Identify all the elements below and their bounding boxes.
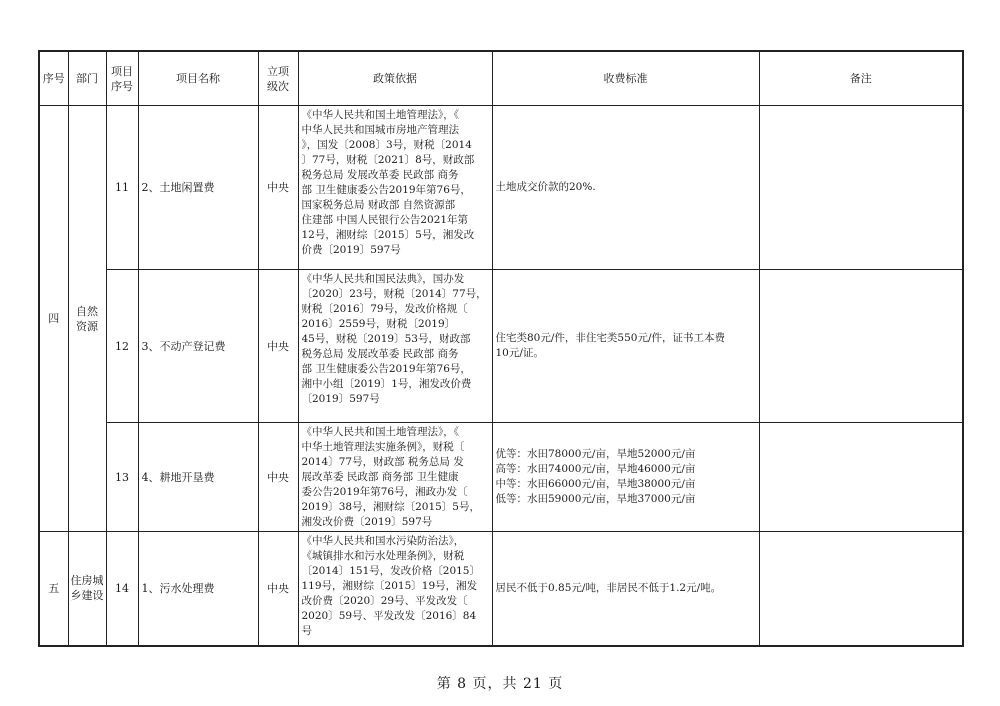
fee-line: 10元/证。 — [495, 347, 544, 359]
item-level: 中央 — [258, 532, 298, 646]
policy-line: 展改革委 民政部 商务部 卫生健康 — [301, 471, 459, 483]
note-cell — [759, 106, 963, 270]
group-dept: 自然 资源 — [68, 106, 106, 532]
item-seq: 12 — [106, 270, 138, 423]
table-row — [39, 532, 963, 646]
group-seq: 五 — [39, 532, 68, 646]
policy-line: 45号，财税〔2019〕53号，财政部 — [301, 333, 471, 345]
item-name: 1、污水处理费 — [138, 532, 258, 646]
fee-line: 居民不低于0.85元/吨，非居民不低于1.2元/吨。 — [495, 581, 722, 594]
policy-line: 《中华人民共和国土地管理法》，《 — [301, 426, 459, 438]
policy-line: 部 卫生健康委公告2019年第76号， — [301, 184, 471, 196]
fee-line: 住宅类80元/件，非住宅类550元/件，证书工本费 — [495, 332, 725, 344]
policy-line: 财税〔2016〕79号，发改价格规〔 — [301, 303, 468, 315]
page-number-footer: 第 8 页，共 21 页 — [436, 676, 564, 692]
policy-line: 《城镇排水和污水处理条例》，财税 — [301, 550, 465, 562]
note-cell — [759, 532, 963, 646]
note-cell — [759, 423, 963, 532]
policy-basis — [298, 106, 492, 270]
policy-basis — [298, 532, 492, 646]
policy-line: 湘中小组〔2019〕1号，湘发改价费 — [301, 378, 472, 390]
fee-line: 土地成交价款的20%. — [495, 181, 596, 193]
policy-line: 〕77号，财税〔2021〕8号，财政部 — [301, 154, 475, 166]
fee-table-sheet — [38, 50, 962, 647]
policy-line: 《中华人民共和国土地管理法》，《 — [301, 109, 459, 121]
policy-line: 2016〕2559号，财税〔2019〕 — [301, 318, 456, 330]
header-seq: 序号 — [39, 51, 68, 106]
header-fee: 收费标准 — [492, 51, 759, 106]
fee-table — [38, 50, 964, 647]
header-dept: 部门 — [68, 51, 106, 106]
group-seq: 四 — [39, 106, 68, 532]
policy-line: 住建部 中国人民银行公告2021年第 — [301, 214, 469, 226]
table-row — [39, 270, 963, 423]
table-header-row — [39, 51, 963, 106]
policy-line: 价费〔2019〕597号 — [301, 244, 401, 256]
fee-line: 中等：水田66000元/亩，旱地38000元/亩 — [495, 478, 696, 490]
table-row — [39, 423, 963, 532]
item-seq: 14 — [106, 532, 138, 646]
header-level: 立项 级次 — [258, 51, 298, 106]
policy-line: 119号，湘财综〔2015〕19号，湘发 — [301, 580, 478, 592]
table-row — [39, 106, 963, 270]
fee-standard — [492, 270, 759, 423]
item-name: 2、土地闲置费 — [138, 106, 258, 270]
policy-line: 湘发改价费〔2019〕597号 — [301, 516, 433, 528]
policy-basis — [298, 423, 492, 532]
header-policy: 政策依据 — [298, 51, 492, 106]
item-level: 中央 — [258, 106, 298, 270]
policy-line: 国家税务总局 财政部 自然资源部 — [301, 199, 456, 211]
fee-line: 低等：水田59000元/亩，旱地37000元/亩 — [495, 493, 696, 505]
note-cell — [759, 270, 963, 423]
fee-line: 高等：水田74000元/亩，旱地46000元/亩 — [495, 463, 696, 475]
fee-standard — [492, 532, 759, 646]
item-name: 3、不动产登记费 — [138, 270, 258, 423]
policy-line: 改价费〔2020〕29号、平发改发〔 — [301, 595, 468, 607]
item-name: 4、耕地开垦费 — [138, 423, 258, 532]
group-dept: 住房城 乡建设 — [68, 532, 106, 646]
policy-line: 2019〕38号，湘财综〔2015〕5号， — [301, 501, 480, 513]
policy-line: 税务总局 发展改革委 民政部 商务 — [301, 348, 459, 360]
policy-line: 税务总局 发展改革委 民政部 商务 — [301, 169, 459, 181]
policy-line: 号 — [301, 625, 312, 637]
policy-line: 部 卫生健康委公告2019年第76号， — [301, 363, 471, 375]
policy-line: 委公告2019年第76号，湘政办发〔 — [301, 486, 468, 498]
policy-line: 〔2019〕597号 — [301, 393, 380, 405]
policy-line: 2014〕77号，财政部 税务总局 发 — [301, 456, 464, 468]
policy-line: 〔2014〕151号，发改价格〔2015〕 — [301, 565, 480, 577]
policy-line: 《中华人民共和国水污染防治法》， — [301, 535, 465, 547]
policy-line: 》，国发〔2008〕3号，财税〔2014 — [301, 139, 472, 151]
item-seq: 11 — [106, 106, 138, 270]
policy-line: 〔2020〕23号，财税〔2014〕77号， — [301, 288, 487, 300]
header-item-name: 项目名称 — [138, 51, 258, 106]
fee-line: 优等：水田78000元/亩，旱地52000元/亩 — [495, 448, 696, 460]
policy-line: 中华人民共和国城市房地产管理法 — [301, 124, 459, 136]
policy-basis — [298, 270, 492, 423]
policy-line: 中华土地管理法实施条例》，财税〔 — [301, 441, 465, 453]
fee-standard — [492, 106, 759, 270]
policy-line: 12号，湘财综〔2015〕5号，湘发改 — [301, 229, 475, 241]
header-note: 备注 — [759, 51, 963, 106]
item-level: 中央 — [258, 423, 298, 532]
policy-line: 《中华人民共和国民法典》，国办发 — [301, 273, 465, 285]
policy-line: 2020〕59号、平发改发〔2016〕84 — [301, 610, 477, 622]
item-seq: 13 — [106, 423, 138, 532]
item-level: 中央 — [258, 270, 298, 423]
header-item-seq: 项目 序号 — [106, 51, 138, 106]
fee-standard — [492, 423, 759, 532]
